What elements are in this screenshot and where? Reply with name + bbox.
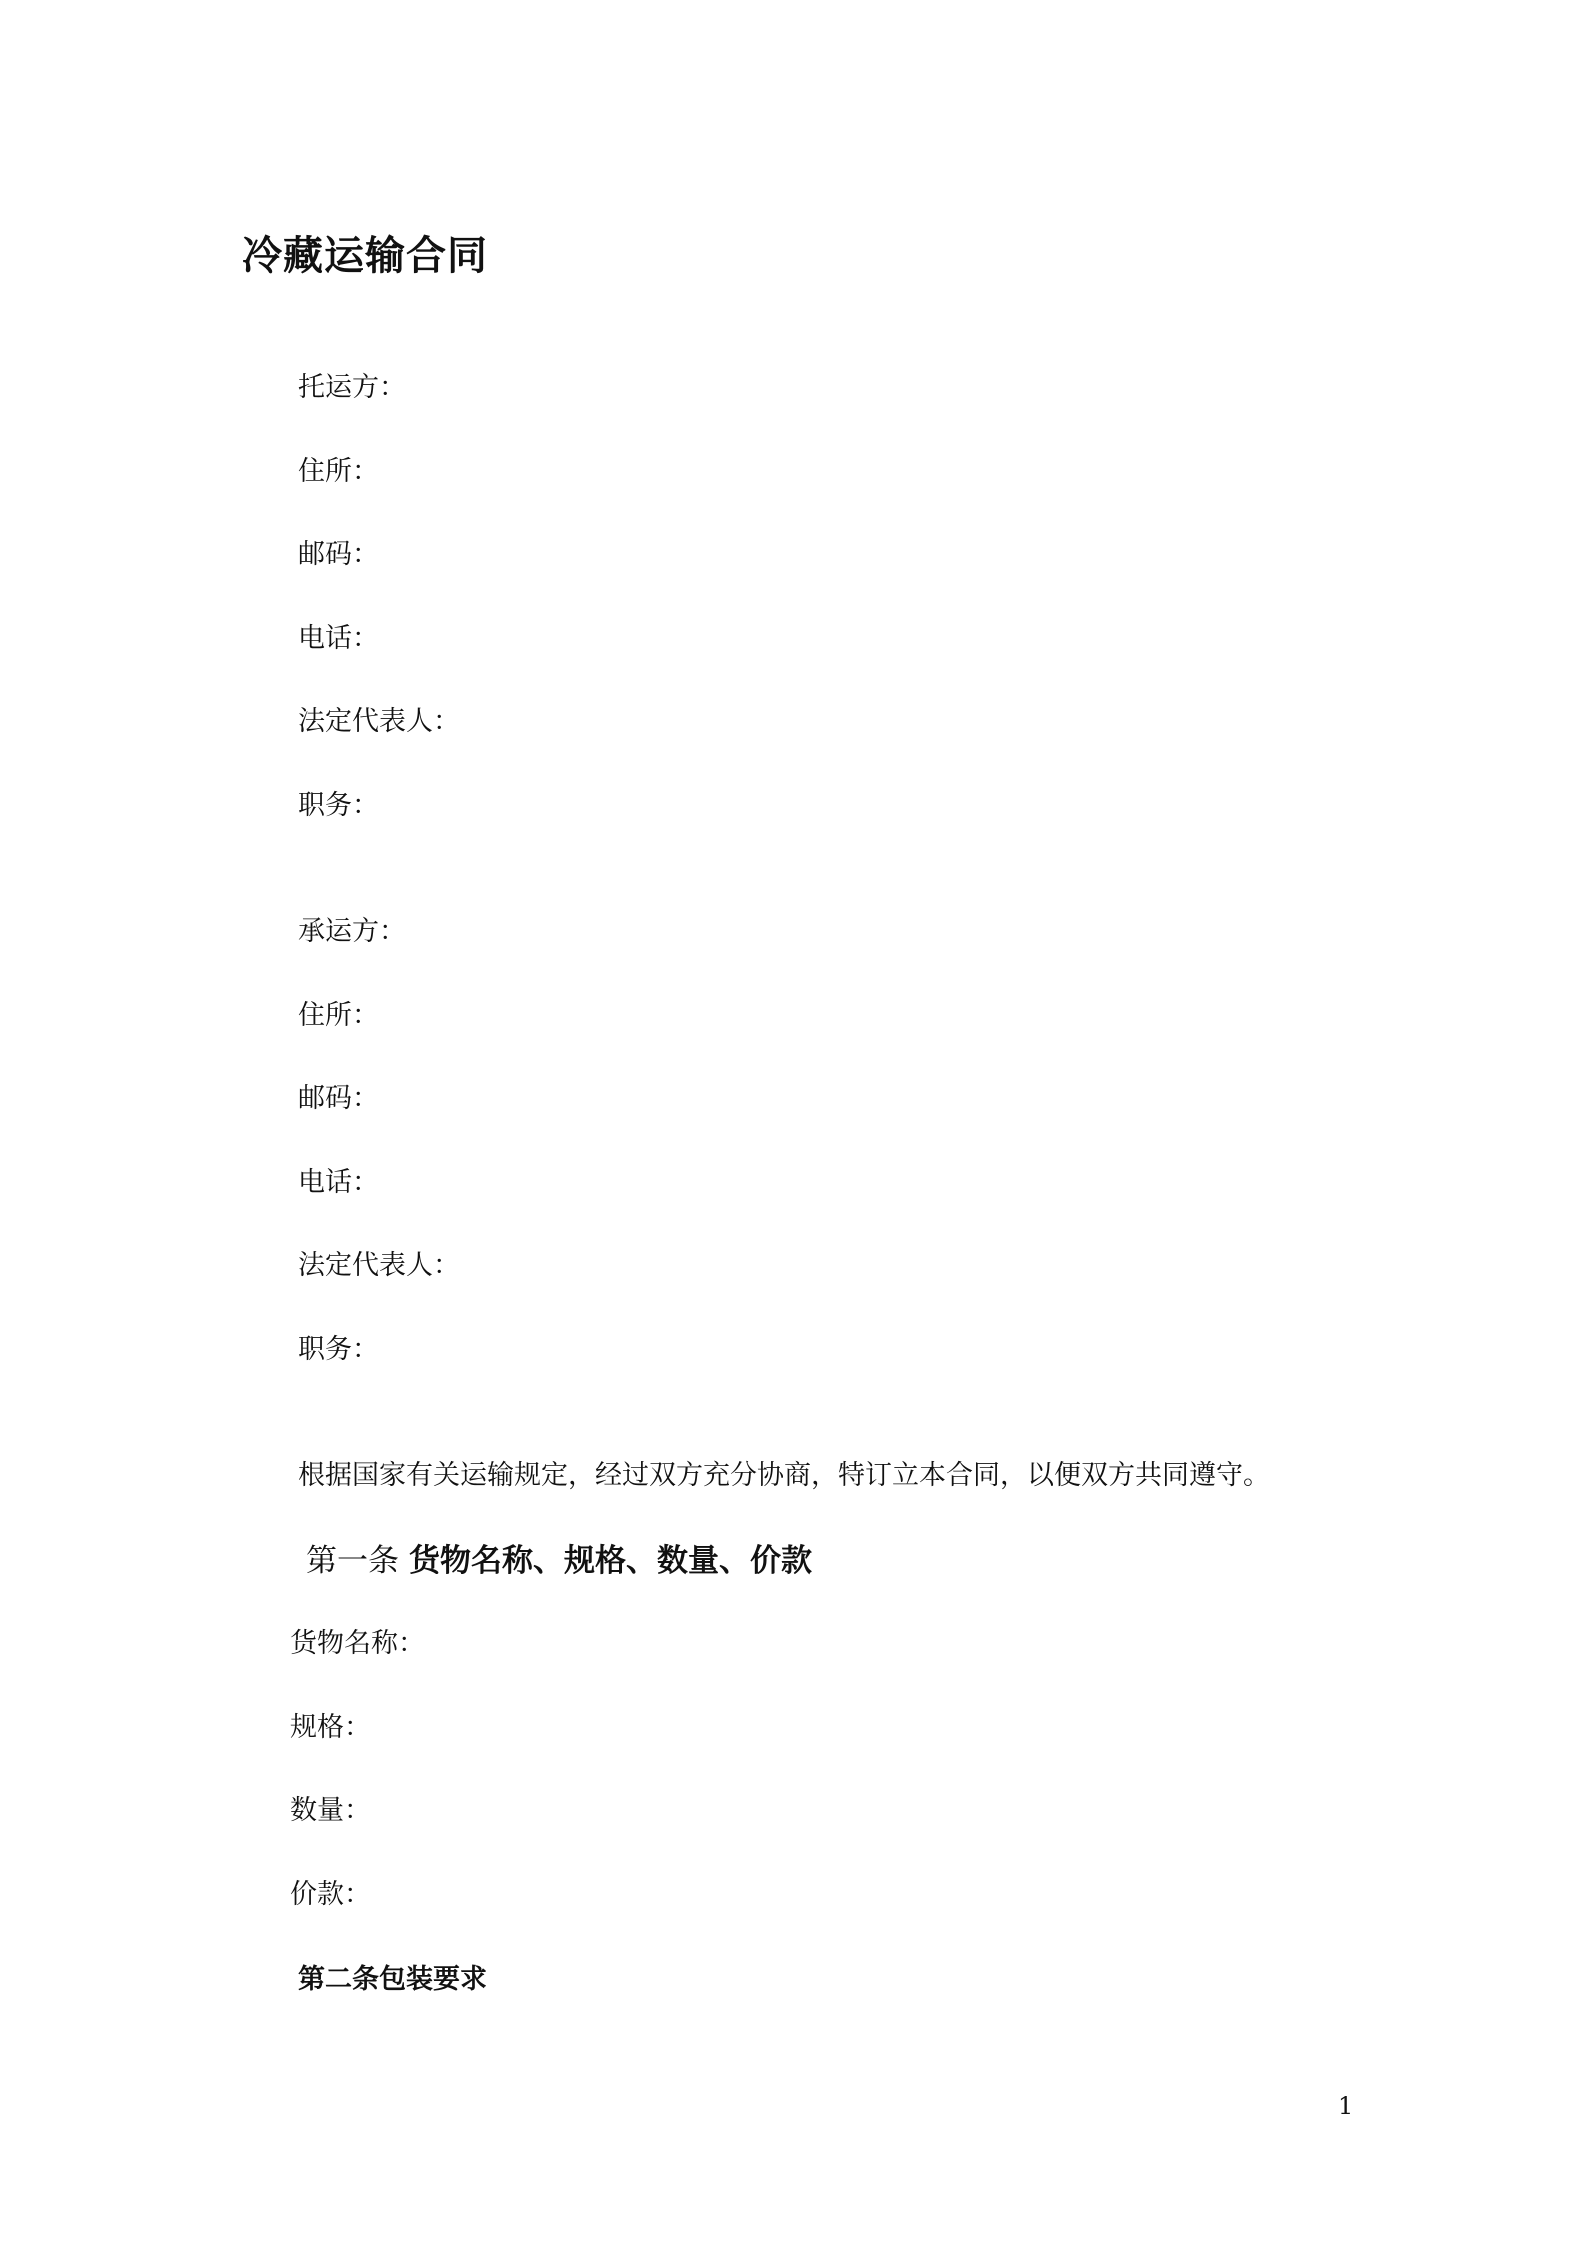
article-1-title: 货物名称、规格、数量、价款 xyxy=(409,1543,812,1579)
article-1-number: 第一条 xyxy=(306,1543,399,1579)
page-number: 1 xyxy=(1338,2092,1354,2120)
shipper-address: 住所： xyxy=(298,456,379,487)
carrier-label: 承运方： xyxy=(298,916,406,947)
article-1-heading xyxy=(306,1543,812,1579)
shipper-label: 托运方： xyxy=(298,372,406,403)
contract-intro: 根据国家有关运输规定，经过双方充分协商，特订立本合同，以便双方共同遵守。 xyxy=(298,1460,1270,1491)
goods-price-field: 价款： xyxy=(290,1879,371,1910)
carrier-address: 住所： xyxy=(298,1000,379,1031)
article-2-heading: 第二条包装要求 xyxy=(298,1964,487,1995)
shipper-phone: 电话： xyxy=(298,623,379,654)
document-title: 冷藏运输合同 xyxy=(242,233,488,279)
carrier-legal-rep: 法定代表人： xyxy=(298,1250,460,1281)
goods-name-field: 货物名称： xyxy=(290,1628,425,1659)
goods-quantity-field: 数量： xyxy=(290,1795,371,1826)
carrier-phone: 电话： xyxy=(298,1167,379,1198)
carrier-postcode: 邮码： xyxy=(298,1083,379,1114)
carrier-position: 职务： xyxy=(298,1334,379,1365)
shipper-postcode: 邮码： xyxy=(298,539,379,570)
shipper-position: 职务： xyxy=(298,790,379,821)
goods-spec-field: 规格： xyxy=(290,1712,371,1743)
shipper-legal-rep: 法定代表人： xyxy=(298,706,460,737)
